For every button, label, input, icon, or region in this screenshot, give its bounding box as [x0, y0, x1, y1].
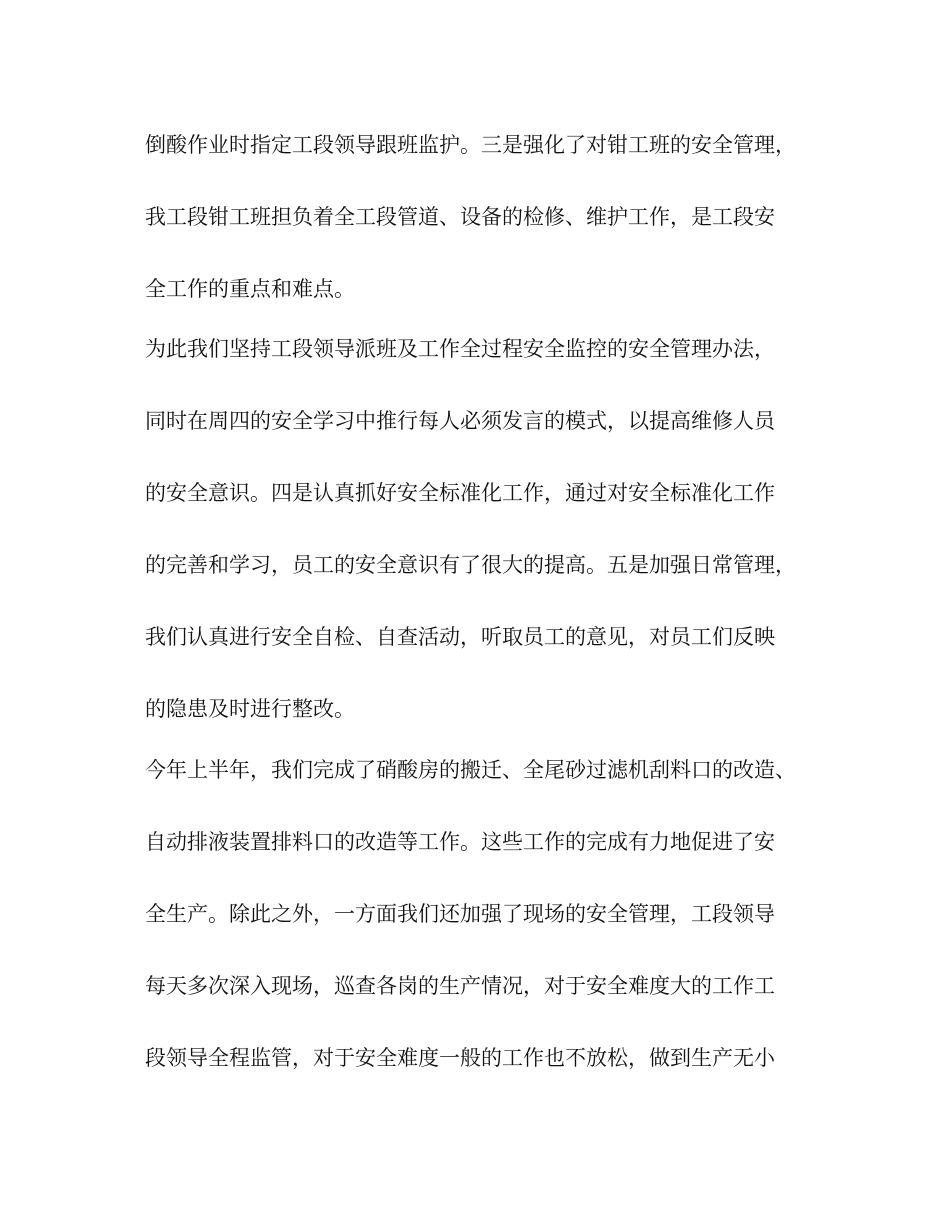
text-line: 段领导全程监管，对于安全难度一般的工作也不放松，做到生产无小 — [145, 1046, 775, 1070]
text-line: 倒酸作业时指定工段领导跟班监护。三是强化了对钳工班的安全管理， — [145, 133, 796, 157]
text-line: 的完善和学习，员工的安全意识有了很大的提高。五是加强日常管理， — [145, 553, 796, 577]
text-line: 全生产。除此之外，一方面我们还加强了现场的安全管理，工段领导 — [145, 902, 775, 926]
text-line: 每天多次深入现场，巡查各岗的生产情况，对于安全难度大的工作工 — [145, 974, 775, 998]
text-line: 的隐患及时进行整改。 — [145, 697, 355, 721]
text-line: 为此我们坚持工段领导派班及工作全过程安全监控的安全管理办法， — [145, 337, 775, 361]
text-line: 全工作的重点和难点。 — [145, 277, 355, 301]
text-line: 今年上半年，我们完成了硝酸房的搬迁、全尾砂过滤机刮料口的改造、 — [145, 758, 796, 782]
text-line: 的安全意识。四是认真抓好安全标准化工作，通过对安全标准化工作 — [145, 481, 775, 505]
text-line: 自动排液装置排料口的改造等工作。这些工作的完成有力地促进了安 — [145, 830, 775, 854]
text-line: 同时在周四的安全学习中推行每人必须发言的模式，以提高维修人员 — [145, 409, 775, 433]
text-line: 我们认真进行安全自检、自查活动，听取员工的意见，对员工们反映 — [145, 625, 775, 649]
text-line: 我工段钳工班担负着全工段管道、设备的检修、维护工作，是工段安 — [145, 205, 775, 229]
